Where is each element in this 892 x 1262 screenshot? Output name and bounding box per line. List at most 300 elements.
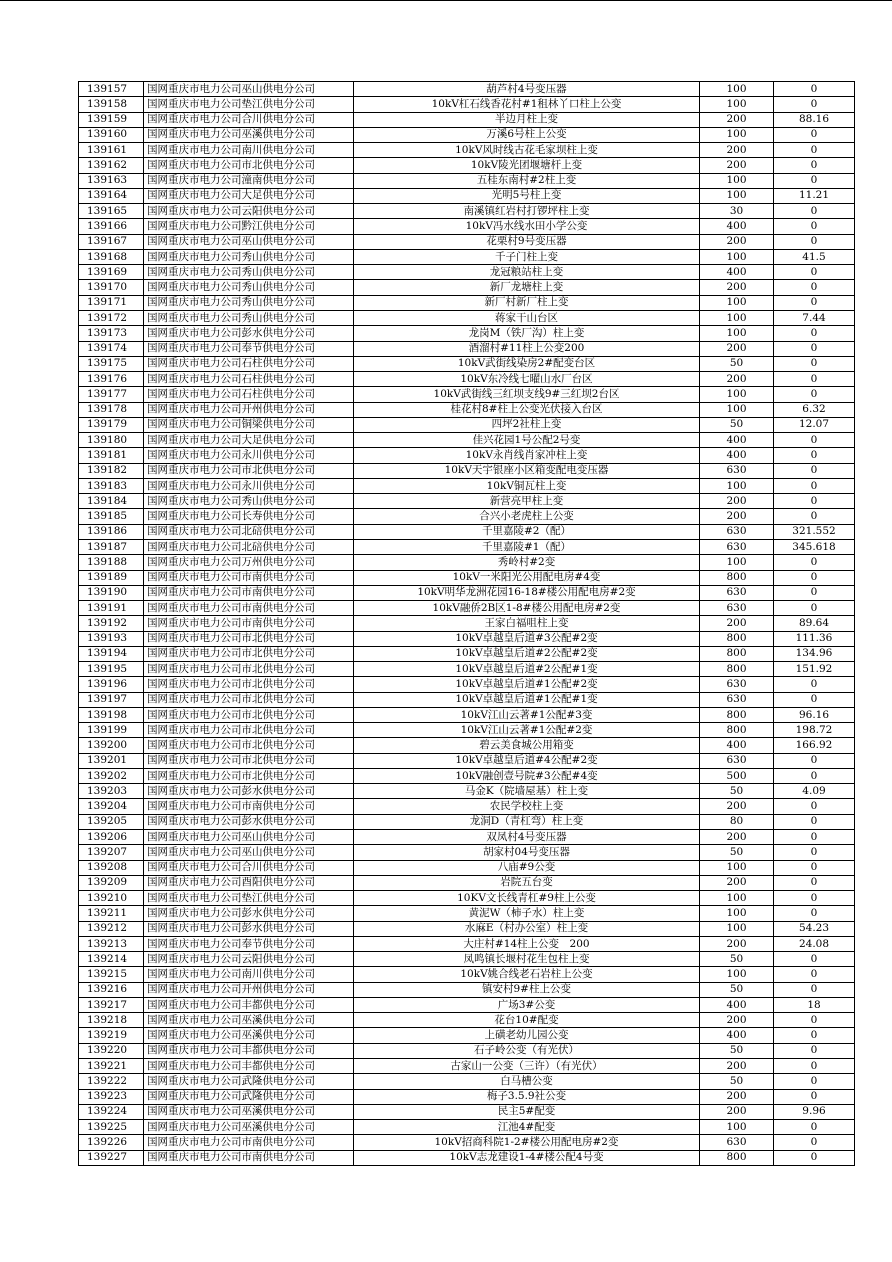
- row-id-cell: 139174: [79, 341, 144, 356]
- transformer-name-cell: 龙冠粮站柱上变: [354, 265, 700, 280]
- transformer-name-cell: 酒溜村#11柱上公变200: [354, 341, 700, 356]
- capacity-cell: 400: [700, 997, 774, 1012]
- value-cell: 0: [774, 1120, 855, 1135]
- table-row: [79, 936, 855, 951]
- value-cell: 96.16: [774, 707, 855, 722]
- row-id-cell: 139167: [79, 234, 144, 249]
- transformer-name-cell: 蒋家干山台区: [354, 310, 700, 325]
- table-row: [79, 677, 855, 692]
- table-row: [79, 356, 855, 371]
- company-cell: 国网重庆市电力公司巫山供电分公司: [144, 234, 354, 249]
- table-row: [79, 967, 855, 982]
- table-row: [79, 570, 855, 585]
- value-cell: 0: [774, 1028, 855, 1043]
- table-row: [79, 814, 855, 829]
- transformer-name-cell: 10kV武街线染房2#配变台区: [354, 356, 700, 371]
- capacity-cell: 400: [700, 738, 774, 753]
- table-row: [79, 692, 855, 707]
- transformer-name-cell: 八庙#9公变: [354, 860, 700, 875]
- value-cell: 0: [774, 692, 855, 707]
- table-row: [79, 891, 855, 906]
- transformer-name-cell: 四坪2社柱上变: [354, 417, 700, 432]
- capacity-cell: 400: [700, 219, 774, 234]
- transformer-name-cell: 10kV铜瓦柱上变: [354, 478, 700, 493]
- capacity-cell: 630: [700, 539, 774, 554]
- company-cell: 国网重庆市电力公司市南供电分公司: [144, 601, 354, 616]
- value-cell: 0: [774, 234, 855, 249]
- capacity-cell: 400: [700, 448, 774, 463]
- capacity-cell: 400: [700, 433, 774, 448]
- company-cell: 国网重庆市电力公司秀山供电分公司: [144, 295, 354, 310]
- row-id-cell: 139176: [79, 372, 144, 387]
- table-row: [79, 601, 855, 616]
- value-cell: 0: [774, 509, 855, 524]
- company-cell: 国网重庆市电力公司巫溪供电分公司: [144, 1104, 354, 1119]
- value-cell: 6.32: [774, 402, 855, 417]
- transformer-name-cell: 龙岗M（铁厂沟）柱上变: [354, 326, 700, 341]
- transformer-name-cell: 10kV陵光团堰塘杆上变: [354, 158, 700, 173]
- company-cell: 国网重庆市电力公司云阳供电分公司: [144, 204, 354, 219]
- value-cell: 0: [774, 463, 855, 478]
- value-cell: 88.16: [774, 112, 855, 127]
- transformer-name-cell: 10kV江山云著#1公配#3变: [354, 707, 700, 722]
- company-cell: 国网重庆市电力公司市北供电分公司: [144, 631, 354, 646]
- table-row: [79, 906, 855, 921]
- transformer-name-cell: 新厂村新厂柱上变: [354, 295, 700, 310]
- value-cell: 0: [774, 387, 855, 402]
- transformer-name-cell: 千子门柱上变: [354, 249, 700, 264]
- table-row: [79, 417, 855, 432]
- table-row: [79, 448, 855, 463]
- value-cell: 0: [774, 891, 855, 906]
- table-row: [79, 524, 855, 539]
- table-row: [79, 265, 855, 280]
- row-id-cell: 139217: [79, 997, 144, 1012]
- company-cell: 国网重庆市电力公司巫山供电分公司: [144, 82, 354, 97]
- capacity-cell: 630: [700, 692, 774, 707]
- company-cell: 国网重庆市电力公司石柱供电分公司: [144, 387, 354, 402]
- capacity-cell: 100: [700, 387, 774, 402]
- capacity-cell: 80: [700, 814, 774, 829]
- company-cell: 国网重庆市电力公司市北供电分公司: [144, 768, 354, 783]
- value-cell: 0: [774, 97, 855, 112]
- transformer-name-cell: 10kV天宇银座小区箱变配电变压器: [354, 463, 700, 478]
- capacity-cell: 50: [700, 417, 774, 432]
- transformer-name-cell: 10kV融创壹号院#3公配#4变: [354, 768, 700, 783]
- company-cell: 国网重庆市电力公司市南供电分公司: [144, 570, 354, 585]
- value-cell: 0: [774, 1150, 855, 1165]
- company-cell: 国网重庆市电力公司市北供电分公司: [144, 707, 354, 722]
- capacity-cell: 100: [700, 310, 774, 325]
- value-cell: 166.92: [774, 738, 855, 753]
- company-cell: 国网重庆市电力公司巫山供电分公司: [144, 845, 354, 860]
- value-cell: 7.44: [774, 310, 855, 325]
- row-id-cell: 139166: [79, 219, 144, 234]
- transformer-name-cell: 花台10#配变: [354, 1013, 700, 1028]
- row-id-cell: 139170: [79, 280, 144, 295]
- capacity-cell: 200: [700, 1104, 774, 1119]
- row-id-cell: 139179: [79, 417, 144, 432]
- capacity-cell: 100: [700, 295, 774, 310]
- capacity-cell: 200: [700, 936, 774, 951]
- row-id-cell: 139200: [79, 738, 144, 753]
- transformer-name-cell: 南溪镇红岩村打锣坪柱上变: [354, 204, 700, 219]
- capacity-cell: 630: [700, 1135, 774, 1150]
- table-row: [79, 478, 855, 493]
- transformer-name-cell: 10kV志龙建设1-4#楼公配4号变: [354, 1150, 700, 1165]
- transformer-name-cell: 合兴小老虎柱上公变: [354, 509, 700, 524]
- company-cell: 国网重庆市电力公司丰都供电分公司: [144, 997, 354, 1012]
- transformer-name-cell: 10kV冯水线水田小学公变: [354, 219, 700, 234]
- capacity-cell: 100: [700, 1120, 774, 1135]
- row-id-cell: 139159: [79, 112, 144, 127]
- company-cell: 国网重庆市电力公司南川供电分公司: [144, 143, 354, 158]
- row-id-cell: 139225: [79, 1120, 144, 1135]
- transformer-name-cell: 万溪6号柱上公变: [354, 127, 700, 142]
- row-id-cell: 139203: [79, 784, 144, 799]
- value-cell: 0: [774, 433, 855, 448]
- capacity-cell: 200: [700, 1089, 774, 1104]
- company-cell: 国网重庆市电力公司石柱供电分公司: [144, 356, 354, 371]
- company-cell: 国网重庆市电力公司市北供电分公司: [144, 158, 354, 173]
- row-id-cell: 139207: [79, 845, 144, 860]
- company-cell: 国网重庆市电力公司奉节供电分公司: [144, 936, 354, 951]
- table-row: [79, 341, 855, 356]
- table-row: [79, 738, 855, 753]
- capacity-cell: 800: [700, 723, 774, 738]
- row-id-cell: 139204: [79, 799, 144, 814]
- value-cell: 12.07: [774, 417, 855, 432]
- value-cell: 0: [774, 585, 855, 600]
- transformer-name-cell: 梅子3.5.9社公变: [354, 1089, 700, 1104]
- company-cell: 国网重庆市电力公司合川供电分公司: [144, 112, 354, 127]
- company-cell: 国网重庆市电力公司武隆供电分公司: [144, 1089, 354, 1104]
- row-id-cell: 139208: [79, 860, 144, 875]
- row-id-cell: 139226: [79, 1135, 144, 1150]
- company-cell: 国网重庆市电力公司黔江供电分公司: [144, 219, 354, 234]
- value-cell: 54.23: [774, 921, 855, 936]
- capacity-cell: 30: [700, 204, 774, 219]
- value-cell: 0: [774, 677, 855, 692]
- row-id-cell: 139199: [79, 723, 144, 738]
- value-cell: 0: [774, 295, 855, 310]
- value-cell: 0: [774, 127, 855, 142]
- capacity-cell: 200: [700, 372, 774, 387]
- capacity-cell: 200: [700, 799, 774, 814]
- transformer-name-cell: 镇安村9#柱上公变: [354, 982, 700, 997]
- row-id-cell: 139187: [79, 539, 144, 554]
- table-row: [79, 372, 855, 387]
- transformer-name-cell: 10kV卓越皇后道#2公配#1变: [354, 662, 700, 677]
- transformer-name-cell: 10kV一米阳光公用配电房#4变: [354, 570, 700, 585]
- row-id-cell: 139190: [79, 585, 144, 600]
- table-row: [79, 1059, 855, 1074]
- table-row: [79, 768, 855, 783]
- row-id-cell: 139168: [79, 249, 144, 264]
- table-row: [79, 82, 855, 97]
- transformer-name-cell: 10kV江山云著#1公配#2变: [354, 723, 700, 738]
- value-cell: 0: [774, 326, 855, 341]
- capacity-cell: 100: [700, 478, 774, 493]
- table-row: [79, 1120, 855, 1135]
- table-row: [79, 1150, 855, 1165]
- capacity-cell: 200: [700, 830, 774, 845]
- table-row: [79, 1135, 855, 1150]
- row-id-cell: 139194: [79, 646, 144, 661]
- row-id-cell: 139215: [79, 967, 144, 982]
- row-id-cell: 139188: [79, 555, 144, 570]
- company-cell: 国网重庆市电力公司市北供电分公司: [144, 723, 354, 738]
- value-cell: 0: [774, 1059, 855, 1074]
- table-row: [79, 158, 855, 173]
- transformer-name-cell: 广场3#公变: [354, 997, 700, 1012]
- table-row: [79, 219, 855, 234]
- value-cell: 0: [774, 448, 855, 463]
- row-id-cell: 139197: [79, 692, 144, 707]
- company-cell: 国网重庆市电力公司市北供电分公司: [144, 738, 354, 753]
- table-row: [79, 646, 855, 661]
- capacity-cell: 800: [700, 646, 774, 661]
- value-cell: 0: [774, 173, 855, 188]
- row-id-cell: 139219: [79, 1028, 144, 1043]
- value-cell: 0: [774, 845, 855, 860]
- transformer-name-cell: 江池4#配变: [354, 1120, 700, 1135]
- transformer-name-cell: 王家白福咀柱上变: [354, 616, 700, 631]
- company-cell: 国网重庆市电力公司市南供电分公司: [144, 799, 354, 814]
- company-cell: 国网重庆市电力公司北碚供电分公司: [144, 539, 354, 554]
- value-cell: 0: [774, 1089, 855, 1104]
- row-id-cell: 139224: [79, 1104, 144, 1119]
- capacity-cell: 100: [700, 402, 774, 417]
- company-cell: 国网重庆市电力公司彭水供电分公司: [144, 784, 354, 799]
- table-row: [79, 539, 855, 554]
- table-row: [79, 662, 855, 677]
- capacity-cell: 200: [700, 494, 774, 509]
- transformer-name-cell: 新营亮甲柱上变: [354, 494, 700, 509]
- transformer-name-cell: 花栗村9号变压器: [354, 234, 700, 249]
- transformer-name-cell: 新厂龙塘柱上变: [354, 280, 700, 295]
- capacity-cell: 400: [700, 1028, 774, 1043]
- transformer-name-cell: 马金K（院墙屋基）柱上变: [354, 784, 700, 799]
- transformer-name-cell: 民主5#配变: [354, 1104, 700, 1119]
- value-cell: 0: [774, 906, 855, 921]
- table-row: [79, 97, 855, 112]
- table-row: [79, 387, 855, 402]
- transformer-name-cell: 桂花村8#柱上公变光伏接入台区: [354, 402, 700, 417]
- value-cell: 0: [774, 1043, 855, 1058]
- table-row: [79, 326, 855, 341]
- row-id-cell: 139189: [79, 570, 144, 585]
- row-id-cell: 139193: [79, 631, 144, 646]
- capacity-cell: 100: [700, 97, 774, 112]
- transformer-name-cell: 胡家村04号变压器: [354, 845, 700, 860]
- company-cell: 国网重庆市电力公司南川供电分公司: [144, 967, 354, 982]
- company-cell: 国网重庆市电力公司丰都供电分公司: [144, 1043, 354, 1058]
- company-cell: 国网重庆市电力公司市北供电分公司: [144, 646, 354, 661]
- capacity-cell: 200: [700, 280, 774, 295]
- capacity-cell: 100: [700, 127, 774, 142]
- value-cell: 0: [774, 494, 855, 509]
- table-row: [79, 753, 855, 768]
- table-row: [79, 1104, 855, 1119]
- row-id-cell: 139178: [79, 402, 144, 417]
- row-id-cell: 139169: [79, 265, 144, 280]
- company-cell: 国网重庆市电力公司开州供电分公司: [144, 402, 354, 417]
- table-row: [79, 707, 855, 722]
- company-cell: 国网重庆市电力公司巫溪供电分公司: [144, 1013, 354, 1028]
- row-id-cell: 139201: [79, 753, 144, 768]
- table-row: [79, 143, 855, 158]
- value-cell: 0: [774, 372, 855, 387]
- row-id-cell: 139164: [79, 188, 144, 203]
- value-cell: 0: [774, 341, 855, 356]
- capacity-cell: 50: [700, 982, 774, 997]
- table-row: [79, 295, 855, 310]
- company-cell: 国网重庆市电力公司潼南供电分公司: [144, 173, 354, 188]
- table-row: [79, 112, 855, 127]
- row-id-cell: 139205: [79, 814, 144, 829]
- transformer-name-cell: 10kV姚合线老石岩柱上公变: [354, 967, 700, 982]
- value-cell: 134.96: [774, 646, 855, 661]
- value-cell: 24.08: [774, 936, 855, 951]
- company-cell: 国网重庆市电力公司市南供电分公司: [144, 616, 354, 631]
- value-cell: 0: [774, 601, 855, 616]
- value-cell: 0: [774, 356, 855, 371]
- row-id-cell: 139221: [79, 1059, 144, 1074]
- row-id-cell: 139211: [79, 906, 144, 921]
- transformer-name-cell: 10kV招商科院1-2#楼公用配电房#2变: [354, 1135, 700, 1150]
- capacity-cell: 630: [700, 463, 774, 478]
- capacity-cell: 100: [700, 860, 774, 875]
- row-id-cell: 139196: [79, 677, 144, 692]
- value-cell: 18: [774, 997, 855, 1012]
- capacity-cell: 100: [700, 326, 774, 341]
- transformer-name-cell: 千里嘉陵#2（配）: [354, 524, 700, 539]
- capacity-cell: 200: [700, 1013, 774, 1028]
- table-row: [79, 234, 855, 249]
- capacity-cell: 800: [700, 707, 774, 722]
- capacity-cell: 200: [700, 509, 774, 524]
- row-id-cell: 139181: [79, 448, 144, 463]
- company-cell: 国网重庆市电力公司市南供电分公司: [144, 1135, 354, 1150]
- capacity-cell: 400: [700, 265, 774, 280]
- table-row: [79, 1089, 855, 1104]
- capacity-cell: 200: [700, 1059, 774, 1074]
- capacity-cell: 630: [700, 601, 774, 616]
- transformer-name-cell: 五桂东南村#2柱上变: [354, 173, 700, 188]
- value-cell: 0: [774, 1013, 855, 1028]
- value-cell: 0: [774, 204, 855, 219]
- company-cell: 国网重庆市电力公司永川供电分公司: [144, 448, 354, 463]
- row-id-cell: 139198: [79, 707, 144, 722]
- company-cell: 国网重庆市电力公司大足供电分公司: [144, 188, 354, 203]
- capacity-cell: 200: [700, 616, 774, 631]
- transformer-name-cell: 黄泥W（柿子水）柱上变: [354, 906, 700, 921]
- company-cell: 国网重庆市电力公司市南供电分公司: [144, 1150, 354, 1165]
- table-row: [79, 952, 855, 967]
- value-cell: 9.96: [774, 1104, 855, 1119]
- capacity-cell: 100: [700, 188, 774, 203]
- table-row: [79, 1043, 855, 1058]
- capacity-cell: 630: [700, 677, 774, 692]
- row-id-cell: 139227: [79, 1150, 144, 1165]
- transformer-name-cell: 10kV卓越皇后道#1公配#1变: [354, 692, 700, 707]
- capacity-cell: 200: [700, 875, 774, 890]
- value-cell: 89.64: [774, 616, 855, 631]
- table-row: [79, 249, 855, 264]
- table-row: [79, 799, 855, 814]
- company-cell: 国网重庆市电力公司市南供电分公司: [144, 585, 354, 600]
- row-id-cell: 139160: [79, 127, 144, 142]
- row-id-cell: 139175: [79, 356, 144, 371]
- table-row: [79, 616, 855, 631]
- company-cell: 国网重庆市电力公司秀山供电分公司: [144, 280, 354, 295]
- capacity-cell: 100: [700, 891, 774, 906]
- company-cell: 国网重庆市电力公司永川供电分公司: [144, 478, 354, 493]
- row-id-cell: 139171: [79, 295, 144, 310]
- row-id-cell: 139184: [79, 494, 144, 509]
- company-cell: 国网重庆市电力公司垫江供电分公司: [144, 891, 354, 906]
- table-row: [79, 997, 855, 1012]
- company-cell: 国网重庆市电力公司彭水供电分公司: [144, 906, 354, 921]
- transformer-name-cell: 碧云美食城公用箱变: [354, 738, 700, 753]
- table-row: [79, 188, 855, 203]
- value-cell: 0: [774, 478, 855, 493]
- table-row: [79, 433, 855, 448]
- capacity-cell: 50: [700, 1043, 774, 1058]
- transformer-name-cell: 白马槽公变: [354, 1074, 700, 1089]
- table-row: [79, 982, 855, 997]
- table-row: [79, 585, 855, 600]
- table-row: [79, 310, 855, 325]
- value-cell: 0: [774, 1074, 855, 1089]
- capacity-cell: 200: [700, 341, 774, 356]
- row-id-cell: 139158: [79, 97, 144, 112]
- transformer-table: [78, 81, 855, 1166]
- table-row: [79, 555, 855, 570]
- table-row: [79, 1074, 855, 1089]
- value-cell: 198.72: [774, 723, 855, 738]
- company-cell: 国网重庆市电力公司彭水供电分公司: [144, 921, 354, 936]
- value-cell: 0: [774, 265, 855, 280]
- transformer-name-cell: 10kV杠石线香花村#1租林丫口柱上公变: [354, 97, 700, 112]
- capacity-cell: 630: [700, 585, 774, 600]
- table-row: [79, 509, 855, 524]
- transformer-name-cell: 农民学校柱上变: [354, 799, 700, 814]
- transformer-name-cell: 10kV东冷线七曜山水厂台区: [354, 372, 700, 387]
- value-cell: 0: [774, 143, 855, 158]
- table-row: [79, 631, 855, 646]
- capacity-cell: 100: [700, 967, 774, 982]
- value-cell: 11.21: [774, 188, 855, 203]
- company-cell: 国网重庆市电力公司石柱供电分公司: [144, 372, 354, 387]
- table-row: [79, 1013, 855, 1028]
- capacity-cell: 200: [700, 143, 774, 158]
- value-cell: 345.618: [774, 539, 855, 554]
- transformer-name-cell: 10kV卓越皇后道#3公配#2变: [354, 631, 700, 646]
- company-cell: 国网重庆市电力公司丰都供电分公司: [144, 1059, 354, 1074]
- capacity-cell: 800: [700, 570, 774, 585]
- row-id-cell: 139172: [79, 310, 144, 325]
- capacity-cell: 630: [700, 524, 774, 539]
- row-id-cell: 139161: [79, 143, 144, 158]
- table-row: [79, 463, 855, 478]
- transformer-name-cell: 10kV武街线三红坝支线9#三红坝2台区: [354, 387, 700, 402]
- value-cell: 0: [774, 570, 855, 585]
- capacity-cell: 200: [700, 112, 774, 127]
- capacity-cell: 200: [700, 158, 774, 173]
- value-cell: 0: [774, 875, 855, 890]
